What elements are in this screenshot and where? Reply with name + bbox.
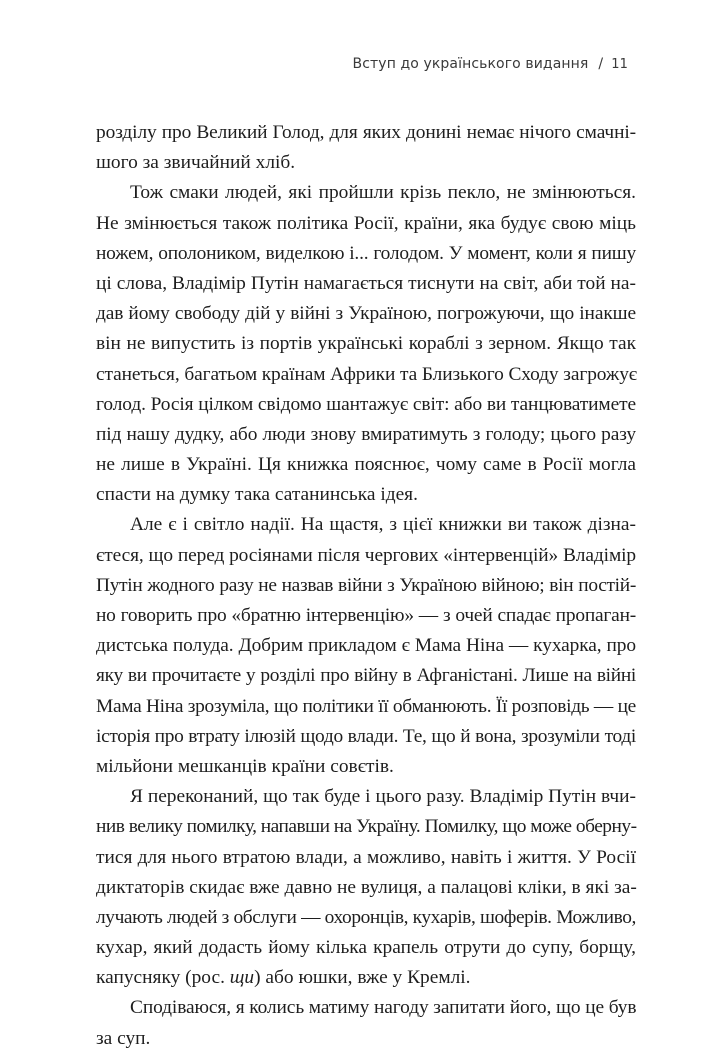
text-line-with-italic [96, 963, 636, 993]
text-line: ножем, ополоником, виделкою і... голодом. У момент, коли я пишу [96, 242, 636, 264]
text-line: дав йому свободу дій у війні з Україною, погрожуючи, що інакше [96, 303, 636, 325]
running-title: Вступ до українського видання [352, 56, 589, 72]
text-line: Я переконаний, що так буде і цього разу. Владімір Путін вчи- [130, 786, 636, 808]
text-line: но говорить про «братню інтервенцію» — з очей спадає пропаган- [96, 605, 636, 626]
text-run: ) або юшки, вже у Кремлі. [254, 967, 471, 989]
paragraph-4 [96, 782, 636, 993]
text-line: єтеся, що перед росіянами після чергових «інтервенцій» Владімір [96, 544, 636, 566]
paragraph-1 [96, 118, 636, 178]
text-line: лучають людей з обслуги — охоронців, кухарів, шоферів. Можливо, [96, 906, 636, 928]
text-line: спасти на думку така сатанинська ідея. [96, 484, 418, 506]
text-line: яку ви прочитаєте у розділі про війну в Афганістані. Лише на війні [96, 665, 636, 687]
text-line: під нашу дудку, або люди знову вмиратимуть з голоду; цього разу [96, 423, 636, 445]
text-line: шого за звичайний хліб. [96, 152, 296, 174]
text-line: Тож смаки людей, які пройшли крізь пекло, не змінюються. [130, 182, 636, 204]
text-line: диктаторів скидає вже давно не вулиця, а палацові кліки, в які за- [96, 876, 637, 898]
paragraph-2 [96, 178, 636, 510]
text-line: голод. Росія цілком свідомо шантажує світ: або ви танцюватимете [96, 393, 636, 415]
text-run: капусняку (рос. [96, 967, 230, 989]
text-line: за суп. [96, 1027, 151, 1049]
text-line: Сподіваюся, я колись матиму нагоду запитати його, що це був [130, 997, 637, 1019]
text-line: Не змінюється також політика Росії, країни, яка будує свою міць [96, 212, 636, 234]
running-header [353, 56, 628, 72]
italic-term: щи [229, 967, 255, 989]
text-line: історія про втрату ілюзій щодо влади. Те, що й вона, зрозуміли тоді [96, 725, 636, 747]
text-line: станеться, багатьом країнам Африки та Близького Сходу загрожує [96, 363, 638, 385]
text-line: не лише в Україні. Ця книжка пояснює, чому саме в Росії могла [96, 454, 636, 476]
text-line: Але є і світло надії. На щастя, з цієї книжки ви також дізна- [130, 514, 636, 536]
text-line: Мама Ніна зрозуміла, що політики її обманюють. Її розповідь — це [96, 695, 636, 717]
body-text [96, 118, 636, 1054]
paragraph-3 [96, 510, 636, 782]
text-line: дистська полуда. Добрим прикладом є Мама Ніна — кухарка, про [96, 635, 636, 657]
text-line: розділу про Великий Голод, для яких донині немає нічого смачні- [96, 122, 636, 143]
page-number: 11 [611, 57, 628, 72]
text-line: нив велику помилку, напавши на Україну. Помилку, що може оберну- [96, 816, 637, 838]
text-line: тися для нього втратою влади, а можливо, навіть і життя. У Росії [96, 846, 636, 868]
text-line: ці слова, Владімір Путін намагається тиснути на світ, аби той на- [96, 272, 636, 294]
header-separator: / [598, 56, 604, 72]
text-line: мільйони мешканців країни совєтів. [96, 755, 394, 777]
text-line: кухар, який додасть йому кілька крапель отрути до супу, борщу, [96, 937, 636, 959]
paragraph-5 [96, 993, 636, 1053]
text-line: Путін жодного разу не назвав війни з Україною війною; він постій- [96, 574, 636, 596]
text-line: він не випустить із портів українські кораблі з зерном. Якщо так [96, 333, 636, 355]
